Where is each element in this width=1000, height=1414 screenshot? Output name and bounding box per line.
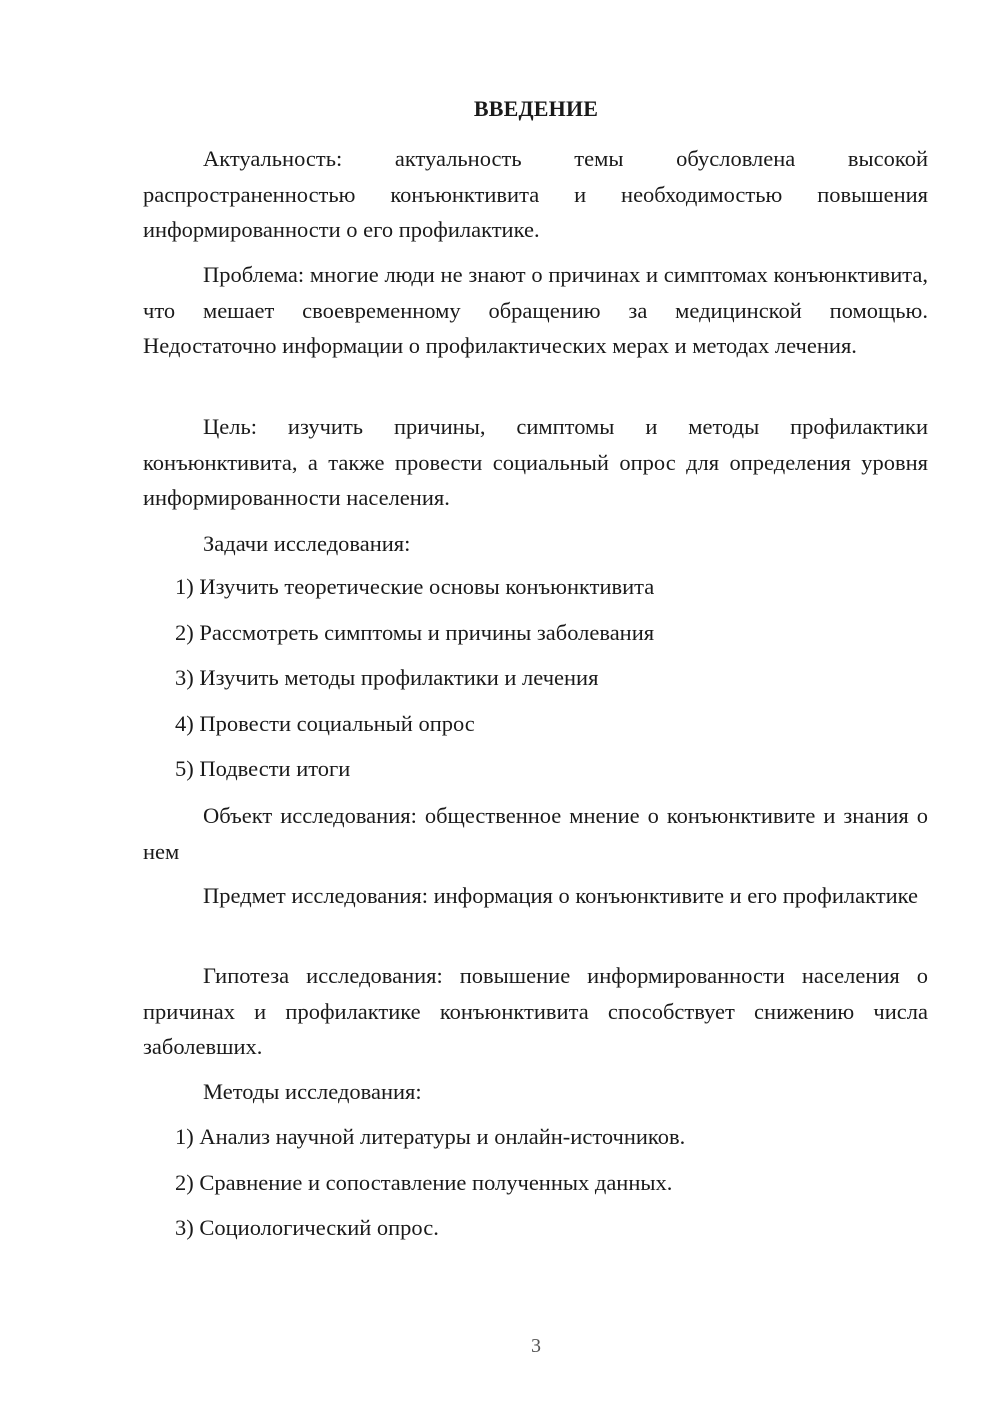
paragraph-problem: Проблема: многие люди не знают о причинах и симптомах конъюнктивита, что мешает своевременному обращению за медицинской помощью. Недостаточно информации о профилактических мерах и методах лечения.: [143, 262, 928, 358]
object-paragraph-block: [143, 798, 928, 869]
method-item: 1) Анализ научной литературы и онлайн-источников.: [175, 1124, 686, 1149]
task-item: 5) Подвести итоги: [175, 756, 351, 781]
task-item: 4) Провести социальный опрос: [175, 710, 475, 736]
paragraph-hypothesis: Гипотеза исследования: повышение информированности населения о причинах и профилактике конъюнктивита способствует снижению числа заболевших.: [143, 963, 928, 1059]
relevance-paragraph: [143, 141, 928, 248]
page-title: ВВЕДЕНИЕ: [473, 96, 599, 121]
methods-heading: Методы исследования:: [203, 1079, 422, 1104]
methods-heading-block: [143, 1074, 928, 1110]
hypothesis-paragraph-block: [143, 958, 928, 1065]
method-item: 2) Сравнение и сопоставление полученных данных.: [175, 1169, 673, 1195]
methods-list: [143, 1114, 928, 1251]
problem-paragraph-block: [143, 257, 928, 364]
tasks-list: [143, 564, 928, 792]
method-item: 3) Социологический опрос.: [175, 1215, 439, 1240]
task-item: 1) Изучить теоретические основы конъюнктивита: [175, 574, 655, 599]
paragraph-object: Объект исследования: общественное мнение о конъюнктивите и знания о нем: [143, 803, 928, 864]
subject-paragraph-block: [143, 878, 928, 914]
paragraph-subject: Предмет исследования: информация о конъюнктивите и его профилактике: [203, 883, 919, 908]
task-item: 2) Рассмотреть симптомы и причины заболевания: [175, 619, 655, 645]
page-number: 3: [531, 1335, 541, 1357]
paragraph-goal: Цель: изучить причины, симптомы и методы профилактики конъюнктивита, а также провести социальный опрос для определения уровня информированности населения.: [143, 414, 928, 510]
task-item: 3) Изучить методы профилактики и лечения: [175, 665, 599, 690]
paragraph-relevance: Актуальность: актуальность темы обусловлена высокой распространенностью конъюнктивита и необходимостью повышения информированности о его профилактике.: [143, 146, 928, 242]
tasks-heading: Задачи исследования:: [203, 531, 411, 556]
goal-paragraph-block: [143, 409, 928, 516]
tasks-heading-block: [143, 526, 928, 562]
